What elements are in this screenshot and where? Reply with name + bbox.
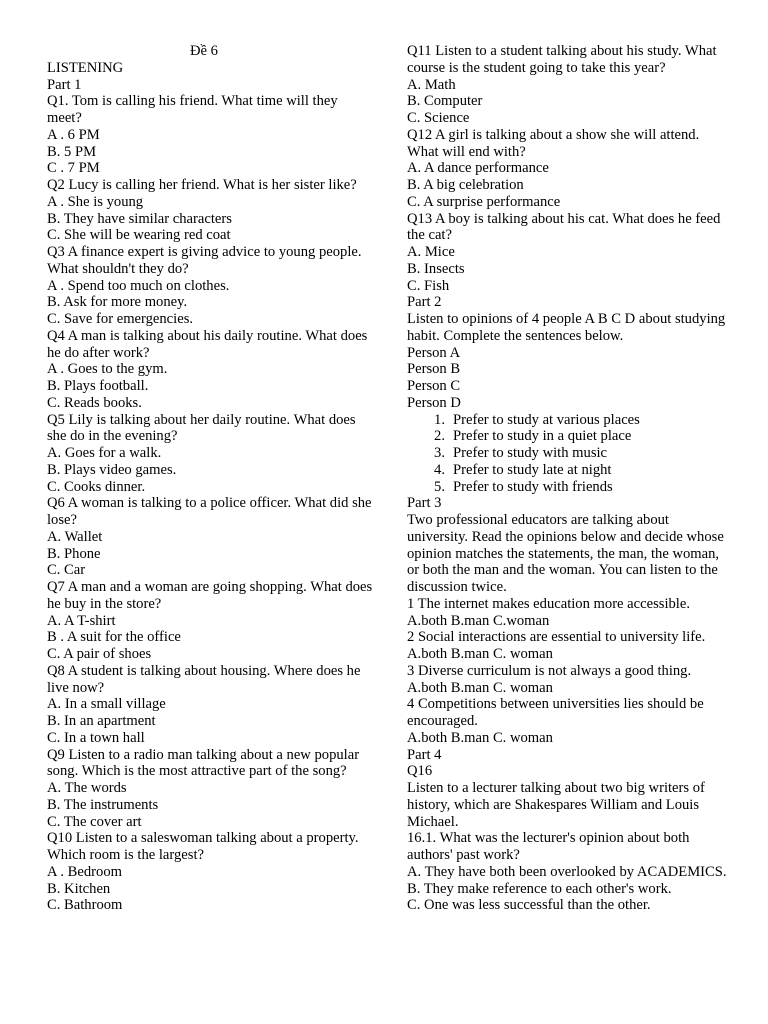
answer-option: B. Ask for more money. — [47, 294, 188, 311]
person-label: Person A — [407, 344, 461, 361]
statement-text: 1 The internet makes education more accessible. — [407, 595, 690, 612]
answer-option: C. A pair of shoes — [47, 646, 152, 662]
list-number: 2. — [434, 428, 445, 445]
answer-option: C. She will be wearing red coat — [47, 227, 231, 244]
question-text: Q4 A man is talking about his daily routine. What does he do after work? — [47, 327, 372, 361]
answer-option: A. Wallet — [47, 528, 103, 545]
answer-option: B. Insects — [407, 260, 465, 277]
answer-option: A. They have both been overlooked by ACADEMICS. — [407, 863, 727, 880]
instruction-text: Two professional educators are talking about university. Read the opinions below and decide whose opinion matches the statements, the man, the woman, or both the man and the woman. You can listen to the discussion twice. — [407, 512, 728, 595]
answer-option: A. The words — [47, 780, 127, 796]
answer-option: C. Science — [407, 110, 470, 126]
answer-option: C. Car — [47, 562, 86, 579]
answer-option: B. They make reference to each other's work. — [407, 880, 672, 897]
answer-option: B. Phone — [47, 545, 101, 562]
answer-option: A . Goes to the gym. — [47, 361, 168, 378]
answer-option: A. A T-shirt — [47, 612, 116, 629]
part-heading: Part 1 — [47, 76, 82, 93]
list-number: 3. — [434, 445, 445, 461]
answer-option: C. Cooks dinner. — [47, 478, 146, 495]
answer-option: A.both B.man C. woman — [407, 646, 553, 662]
answer-option: A. In a small village — [47, 696, 166, 713]
part2-options-list — [407, 412, 732, 496]
list-number: 1. — [434, 411, 445, 428]
question-text: Q3 A finance expert is giving advice to young people. What shouldn't they do? — [47, 244, 365, 277]
list-text: Prefer to study late at night — [453, 461, 612, 478]
question-text: Q7 A man and a woman are going shopping. What does he buy in the store? — [47, 579, 376, 612]
document-title: Đề 6 — [190, 43, 218, 59]
list-item — [407, 462, 732, 479]
question-text: 16.1. What was the lecturer's opinion about both authors' past work? — [407, 830, 694, 863]
answer-option: C. Bathroom — [47, 897, 123, 914]
answer-option: A . 6 PM — [47, 126, 100, 143]
person-label: Person D — [407, 394, 461, 411]
question-text: Q13 A boy is talking about his cat. What does he feed the cat? — [407, 210, 725, 244]
question-text: Q9 Listen to a radio man talking about a new popular song. Which is the most attractive part of the song? — [47, 746, 363, 780]
list-text: Prefer to study in a quiet place — [453, 428, 632, 445]
answer-option: A. A dance performance — [407, 160, 549, 177]
answer-option: C . 7 PM — [47, 160, 100, 177]
question-text: Q10 Listen to a saleswoman talking about a property. Which room is the largest? — [47, 830, 362, 863]
answer-option: B. 5 PM — [47, 143, 97, 160]
answer-option: C. In a town hall — [47, 729, 145, 746]
answer-option: A . She is young — [47, 193, 144, 210]
instruction-text: Listen to a lecturer talking about two big writers of history, which are Shakespares William and Louis Michael. — [407, 780, 709, 830]
question-number: Q16 — [407, 763, 433, 780]
question-text: Q11 Listen to a student talking about his study. What course is the student going to take this year? — [407, 43, 721, 76]
answer-option: B. The instruments — [47, 796, 159, 813]
answer-option: B. Plays video games. — [47, 461, 177, 478]
answer-option: B. Computer — [407, 93, 483, 110]
answer-option: B . A suit for the office — [47, 629, 181, 646]
statement-text: 2 Social interactions are essential to university life. — [407, 629, 706, 646]
list-item — [407, 445, 732, 462]
answer-option: A . Bedroom — [47, 863, 122, 880]
question-text: Q8 A student is talking about housing. Where does he live now? — [47, 662, 365, 696]
question-text: Q12 A girl is talking about a show she will attend. What will end with? — [407, 126, 703, 160]
answer-option: B. Kitchen — [47, 880, 111, 897]
question-text: Q6 A woman is talking to a police officer. What did she lose? — [47, 495, 376, 528]
answer-option: C. Save for emergencies. — [47, 311, 194, 327]
answer-option: C. One was less successful than the other. — [407, 897, 651, 914]
instruction-text: Listen to opinions of 4 people A B C D about studying habit. Complete the sentences below. — [407, 311, 729, 344]
answer-option: A.both B.man C. woman — [407, 729, 553, 746]
answer-option: B. They have similar characters — [47, 210, 232, 227]
answer-option: A.both B.man C.woman — [407, 612, 550, 629]
list-number: 5. — [434, 478, 445, 495]
answer-option: C. A surprise performance — [407, 193, 561, 210]
answer-option: B. A big celebration — [407, 177, 524, 193]
person-label: Person B — [407, 361, 461, 378]
list-item — [407, 428, 732, 445]
statement-text: 3 Diverse curriculum is not always a good thing. — [407, 662, 692, 679]
statement-text: 4 Competitions between universities lies should be encouraged. — [407, 696, 708, 729]
answer-option: A. Goes for a walk. — [47, 445, 162, 461]
list-item — [407, 412, 732, 429]
question-text: Q2 Lucy is calling her friend. What is her sister like? — [47, 177, 357, 193]
answer-option: B. In an apartment — [47, 713, 156, 729]
list-text: Prefer to study with friends — [453, 478, 613, 495]
answer-option: C. Reads books. — [47, 394, 142, 411]
answer-option: C. Fish — [407, 277, 450, 294]
question-text: Q5 Lily is talking about her daily routine. What does she do in the evening? — [47, 411, 360, 445]
part-heading: Part 4 — [407, 746, 442, 763]
part-heading: Part 2 — [407, 294, 442, 311]
part-heading: Part 3 — [407, 495, 442, 512]
list-item — [407, 479, 732, 496]
answer-option: A. Math — [407, 76, 456, 93]
answer-option: A.both B.man C. woman — [407, 679, 553, 696]
right-column — [407, 43, 732, 914]
answer-option: A. Mice — [407, 244, 455, 260]
section-heading: LISTENING — [47, 59, 124, 76]
list-text: Prefer to study at various places — [453, 411, 640, 428]
person-label: Person C — [407, 378, 461, 394]
answer-option: B. Plays football. — [47, 378, 149, 394]
answer-option: C. The cover art — [47, 813, 142, 830]
answer-option: A . Spend too much on clothes. — [47, 277, 230, 294]
left-column — [47, 43, 376, 914]
question-text: Q1. Tom is calling his friend. What time will they meet? — [47, 93, 342, 126]
list-text: Prefer to study with music — [453, 445, 608, 461]
list-number: 4. — [434, 461, 445, 478]
